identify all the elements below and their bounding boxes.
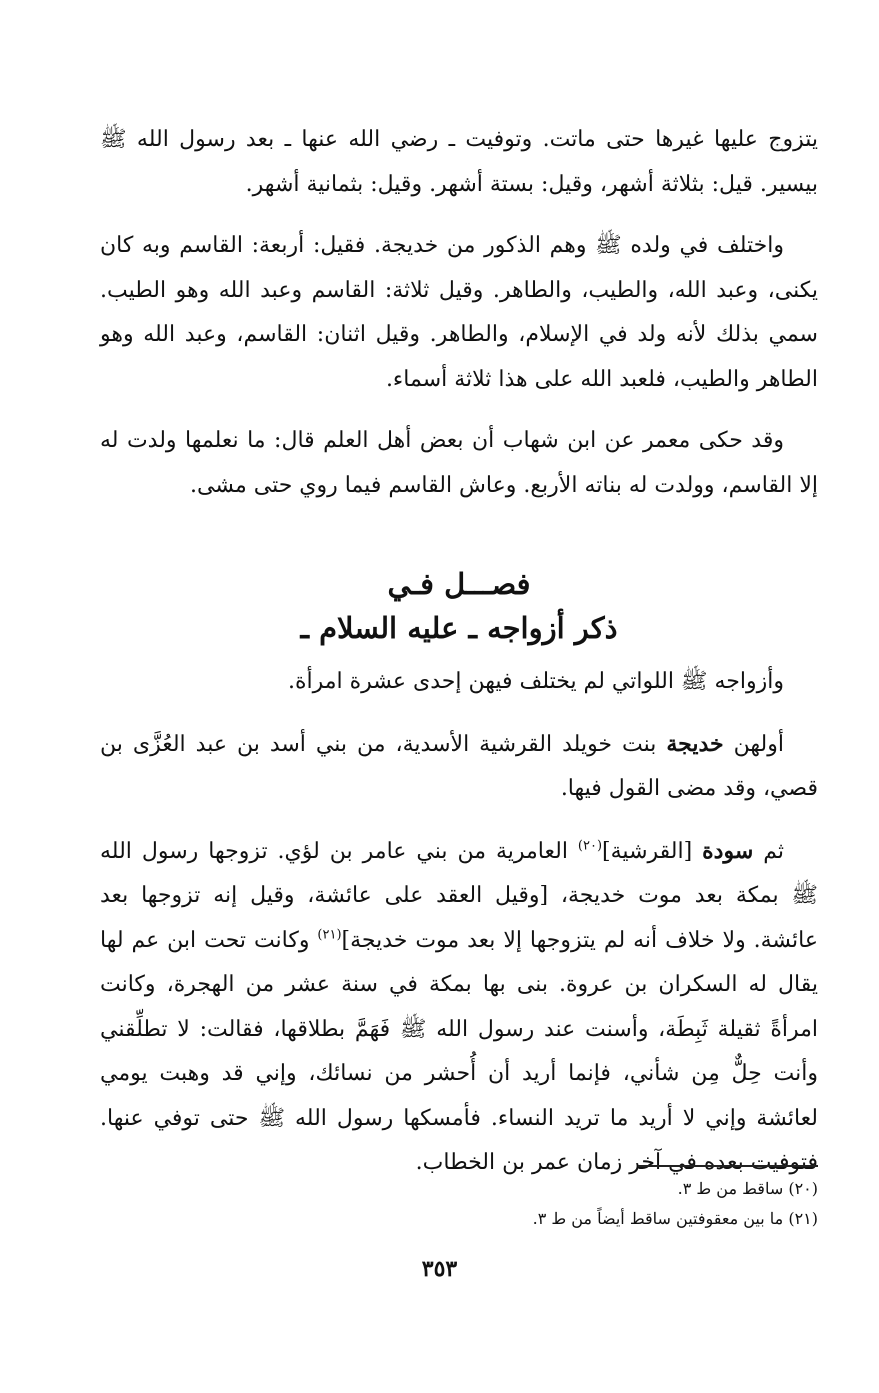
name-khadija: خديجة: [666, 730, 724, 757]
page-number: ٣٥٣: [421, 1256, 458, 1282]
paragraph-death-of-khadija: يتزوج عليها غيرها حتى ماتت. وتوفيت ـ رضي الله عنها ـ بعد رسول الله ﷺ بيسير. قيل: بثلاثة أشهر، وقيل: بستة أشهر. وقيل: بثمانية أشهر.: [100, 127, 818, 197]
paragraph-khadija: [100, 722, 818, 812]
section-subheading: ذكر أزواجه ـ عليه السلام ـ: [300, 611, 618, 645]
paragraph-children-dispute: واختلف في ولده ﷺ وهم الذكور من خديجة. فقيل: أربعة: القاسم وبه كان يكنى، وعبد الله، والطيب، والطاهر. وقيل ثلاثة: القاسم وعبد الله وهو الطيب. سمي بذلك لأنه ولد في الإسلام، والطاهر. وقيل اثنان: القاسم، وعبد الله وهو الطاهر والطيب، فلعبد الله على هذا ثلاثة أسماء.: [100, 233, 818, 392]
footnote-divider: [638, 1165, 818, 1167]
footnote-ref-21[interactable]: (٢١): [317, 927, 342, 943]
paragraph-khadija-start: أولهن: [723, 731, 784, 757]
page-body: [100, 118, 818, 1203]
paragraph-sawda-part2: العامرية من بني عامر بن لؤي. تزوجها رسول الله ﷺ بمكة بعد موت خديجة، [وقيل العقد على عائشة، وقيل إنه تزوجها بعد عائشة. ولا خلاف أنه لم يتزوجها إلا بعد موت خديجة]: [100, 838, 818, 953]
paragraph-sawda: [100, 829, 818, 1186]
paragraph-sawda-part1: [القرشية]: [602, 838, 703, 864]
section-heading: فصـــل فـي: [387, 567, 531, 601]
paragraph-khadija-rest: بنت خويلد القرشية الأسدية، من بني أسد بن عبد العُزَّى بن قصي، وقد مضى القول فيها.: [100, 731, 818, 801]
footnotes: [300, 1174, 818, 1234]
paragraph-sawda-part3: وكانت تحت ابن عم لها يقال له السكران بن عروة. بنى بها بمكة في سنة عشر من الهجرة، وكانت امرأةً ثقيلة ثَبِطَة، وأسنت عند رسول الله ﷺ فَهَمَّ بطلاقها، فقالت: لا تطلِّقني وأنت حِلٌّ مِن شأني، فإنما أريد أن أُحشر من نسائك، وإني قد وهبت يومي لعائشة وإني لا أريد ما تريد النساء. فأمسكها رسول الله ﷺ حتى توفي عنها. فتوفيت بعده في آخر زمان عمر بن الخطاب.: [100, 927, 818, 1175]
footnote-21: (٢١) ما بين معقوفتين ساقط أيضاً من ط ٣.: [532, 1209, 818, 1228]
paragraph-wives-count: وأزواجه ﷺ اللواتي لم يختلف فيهن إحدى عشرة امرأة.: [287, 669, 784, 694]
paragraph-sawda-start: ثم: [753, 838, 785, 864]
footnote-20: (٢٠) ساقط من ط ٣.: [677, 1179, 818, 1198]
footnote-ref-20[interactable]: (٢٠): [577, 838, 603, 854]
paragraph-mamar-report: وقد حكى معمر عن ابن شهاب أن بعض أهل العلم قال: ما نعلمها ولدت له إلا القاسم، وولدت له بناته الأربع. وعاش القاسم فيما روي حتى مشى.: [100, 428, 818, 498]
name-sawda: سودة: [702, 837, 754, 864]
